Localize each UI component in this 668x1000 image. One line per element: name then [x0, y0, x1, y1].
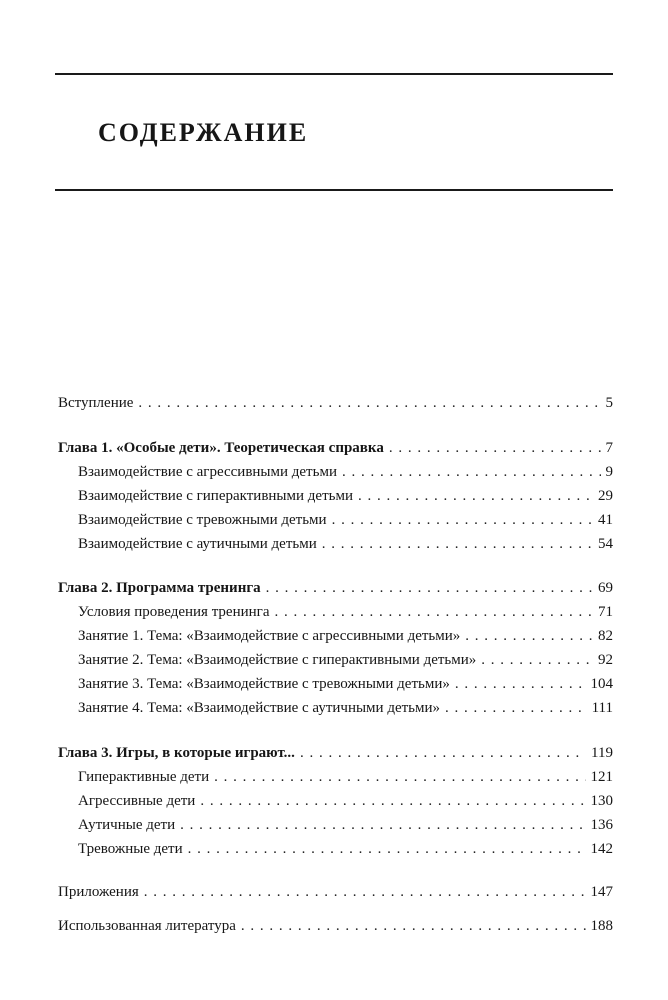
leader-dots	[389, 436, 601, 460]
toc-entry-page: 142	[590, 841, 613, 857]
toc-entry-page: 9	[605, 464, 613, 480]
toc-entry[interactable]	[78, 765, 613, 789]
toc-entry-page: 188	[590, 918, 613, 934]
toc-entry-label: Занятие 4. Тема: «Взаимодействие с аутичными детьми»	[78, 700, 441, 716]
toc-entry-label: Взаимодействие с тревожными детьми	[78, 512, 327, 528]
toc-entry-label: Приложения	[58, 884, 139, 900]
leader-dots	[455, 672, 586, 696]
toc-entry-label: Гиперактивные дети	[78, 769, 210, 785]
leader-dots	[144, 880, 586, 904]
leader-dots	[322, 532, 593, 556]
toc-chapter-1[interactable]	[58, 436, 613, 460]
toc-entry-page: 41	[598, 512, 613, 528]
leader-dots	[481, 648, 593, 672]
leader-dots	[266, 576, 593, 600]
toc-entry-page: 29	[598, 488, 613, 504]
leader-dots	[465, 624, 593, 648]
toc-entry[interactable]	[78, 837, 613, 861]
toc-entry[interactable]	[78, 648, 613, 672]
toc-entry-label: Глава 1. «Особые дети». Теоретическая справка	[58, 440, 384, 456]
toc-entry-label: Взаимодействие с аутичными детьми	[78, 536, 317, 552]
toc-entry-label: Агрессивные дети	[78, 793, 196, 809]
leader-dots	[138, 391, 600, 415]
leader-dots	[180, 813, 585, 837]
leader-dots	[358, 484, 593, 508]
toc-entry-page: 136	[590, 817, 613, 833]
leader-dots	[300, 741, 586, 765]
leader-dots	[188, 837, 586, 861]
toc-entry-label: Глава 3. Игры, в которые играют...	[58, 745, 295, 761]
toc-entry[interactable]	[78, 508, 613, 532]
toc-entry-label: Занятие 2. Тема: «Взаимодействие с гиперактивными детьми»	[78, 652, 477, 668]
toc-entry-page: 111	[591, 700, 613, 716]
toc-entry-label: Занятие 1. Тема: «Взаимодействие с агрессивными детьми»	[78, 628, 461, 644]
toc-entry-references[interactable]	[58, 914, 613, 938]
toc-entry-label: Вступление	[58, 395, 134, 411]
toc-entry-page: 147	[590, 884, 613, 900]
toc-entry-page: 130	[590, 793, 613, 809]
toc-chapter-2[interactable]	[58, 576, 613, 600]
toc-entry-page: 7	[605, 440, 613, 456]
toc-entry-page: 5	[605, 395, 613, 411]
toc-entry[interactable]	[78, 672, 613, 696]
leader-dots	[214, 765, 585, 789]
toc-entry[interactable]	[78, 696, 613, 720]
toc-entry-page: 71	[598, 604, 613, 620]
page-title: СОДЕРЖАНИЕ	[98, 118, 309, 147]
toc-entry[interactable]	[78, 460, 613, 484]
table-of-contents	[58, 0, 613, 1000]
toc-chapter-3[interactable]	[58, 741, 613, 765]
toc-entry[interactable]	[78, 789, 613, 813]
toc-entry[interactable]	[78, 813, 613, 837]
toc-entry[interactable]	[78, 532, 613, 556]
toc-entry-page: 119	[591, 745, 613, 761]
toc-entry-introduction[interactable]	[58, 391, 613, 415]
toc-entry-label: Условия проведения тренинга	[78, 604, 270, 620]
toc-entry-label: Взаимодействие с гиперактивными детьми	[78, 488, 353, 504]
leader-dots	[200, 789, 585, 813]
toc-entry-label: Занятие 3. Тема: «Взаимодействие с тревожными детьми»	[78, 676, 450, 692]
leader-dots	[274, 600, 593, 624]
toc-entry-page: 121	[590, 769, 613, 785]
toc-entry-appendices[interactable]	[58, 880, 613, 904]
toc-entry-label: Взаимодействие с агрессивными детьми	[78, 464, 337, 480]
toc-entry[interactable]	[78, 624, 613, 648]
toc-entry-label: Глава 2. Программа тренинга	[58, 580, 261, 596]
toc-entry-page: 54	[598, 536, 613, 552]
toc-entry-label: Тревожные дети	[78, 841, 183, 857]
toc-entry-page: 92	[598, 652, 613, 668]
toc-entry-label: Аутичные дети	[78, 817, 176, 833]
toc-entry[interactable]	[78, 600, 613, 624]
toc-entry-page: 82	[598, 628, 613, 644]
toc-entry-page: 69	[598, 580, 613, 596]
toc-entry-page: 104	[590, 676, 613, 692]
leader-dots	[445, 696, 587, 720]
leader-dots	[342, 460, 601, 484]
toc-entry[interactable]	[78, 484, 613, 508]
toc-entry-label: Использованная литература	[58, 918, 236, 934]
leader-dots	[241, 914, 586, 938]
leader-dots	[332, 508, 593, 532]
